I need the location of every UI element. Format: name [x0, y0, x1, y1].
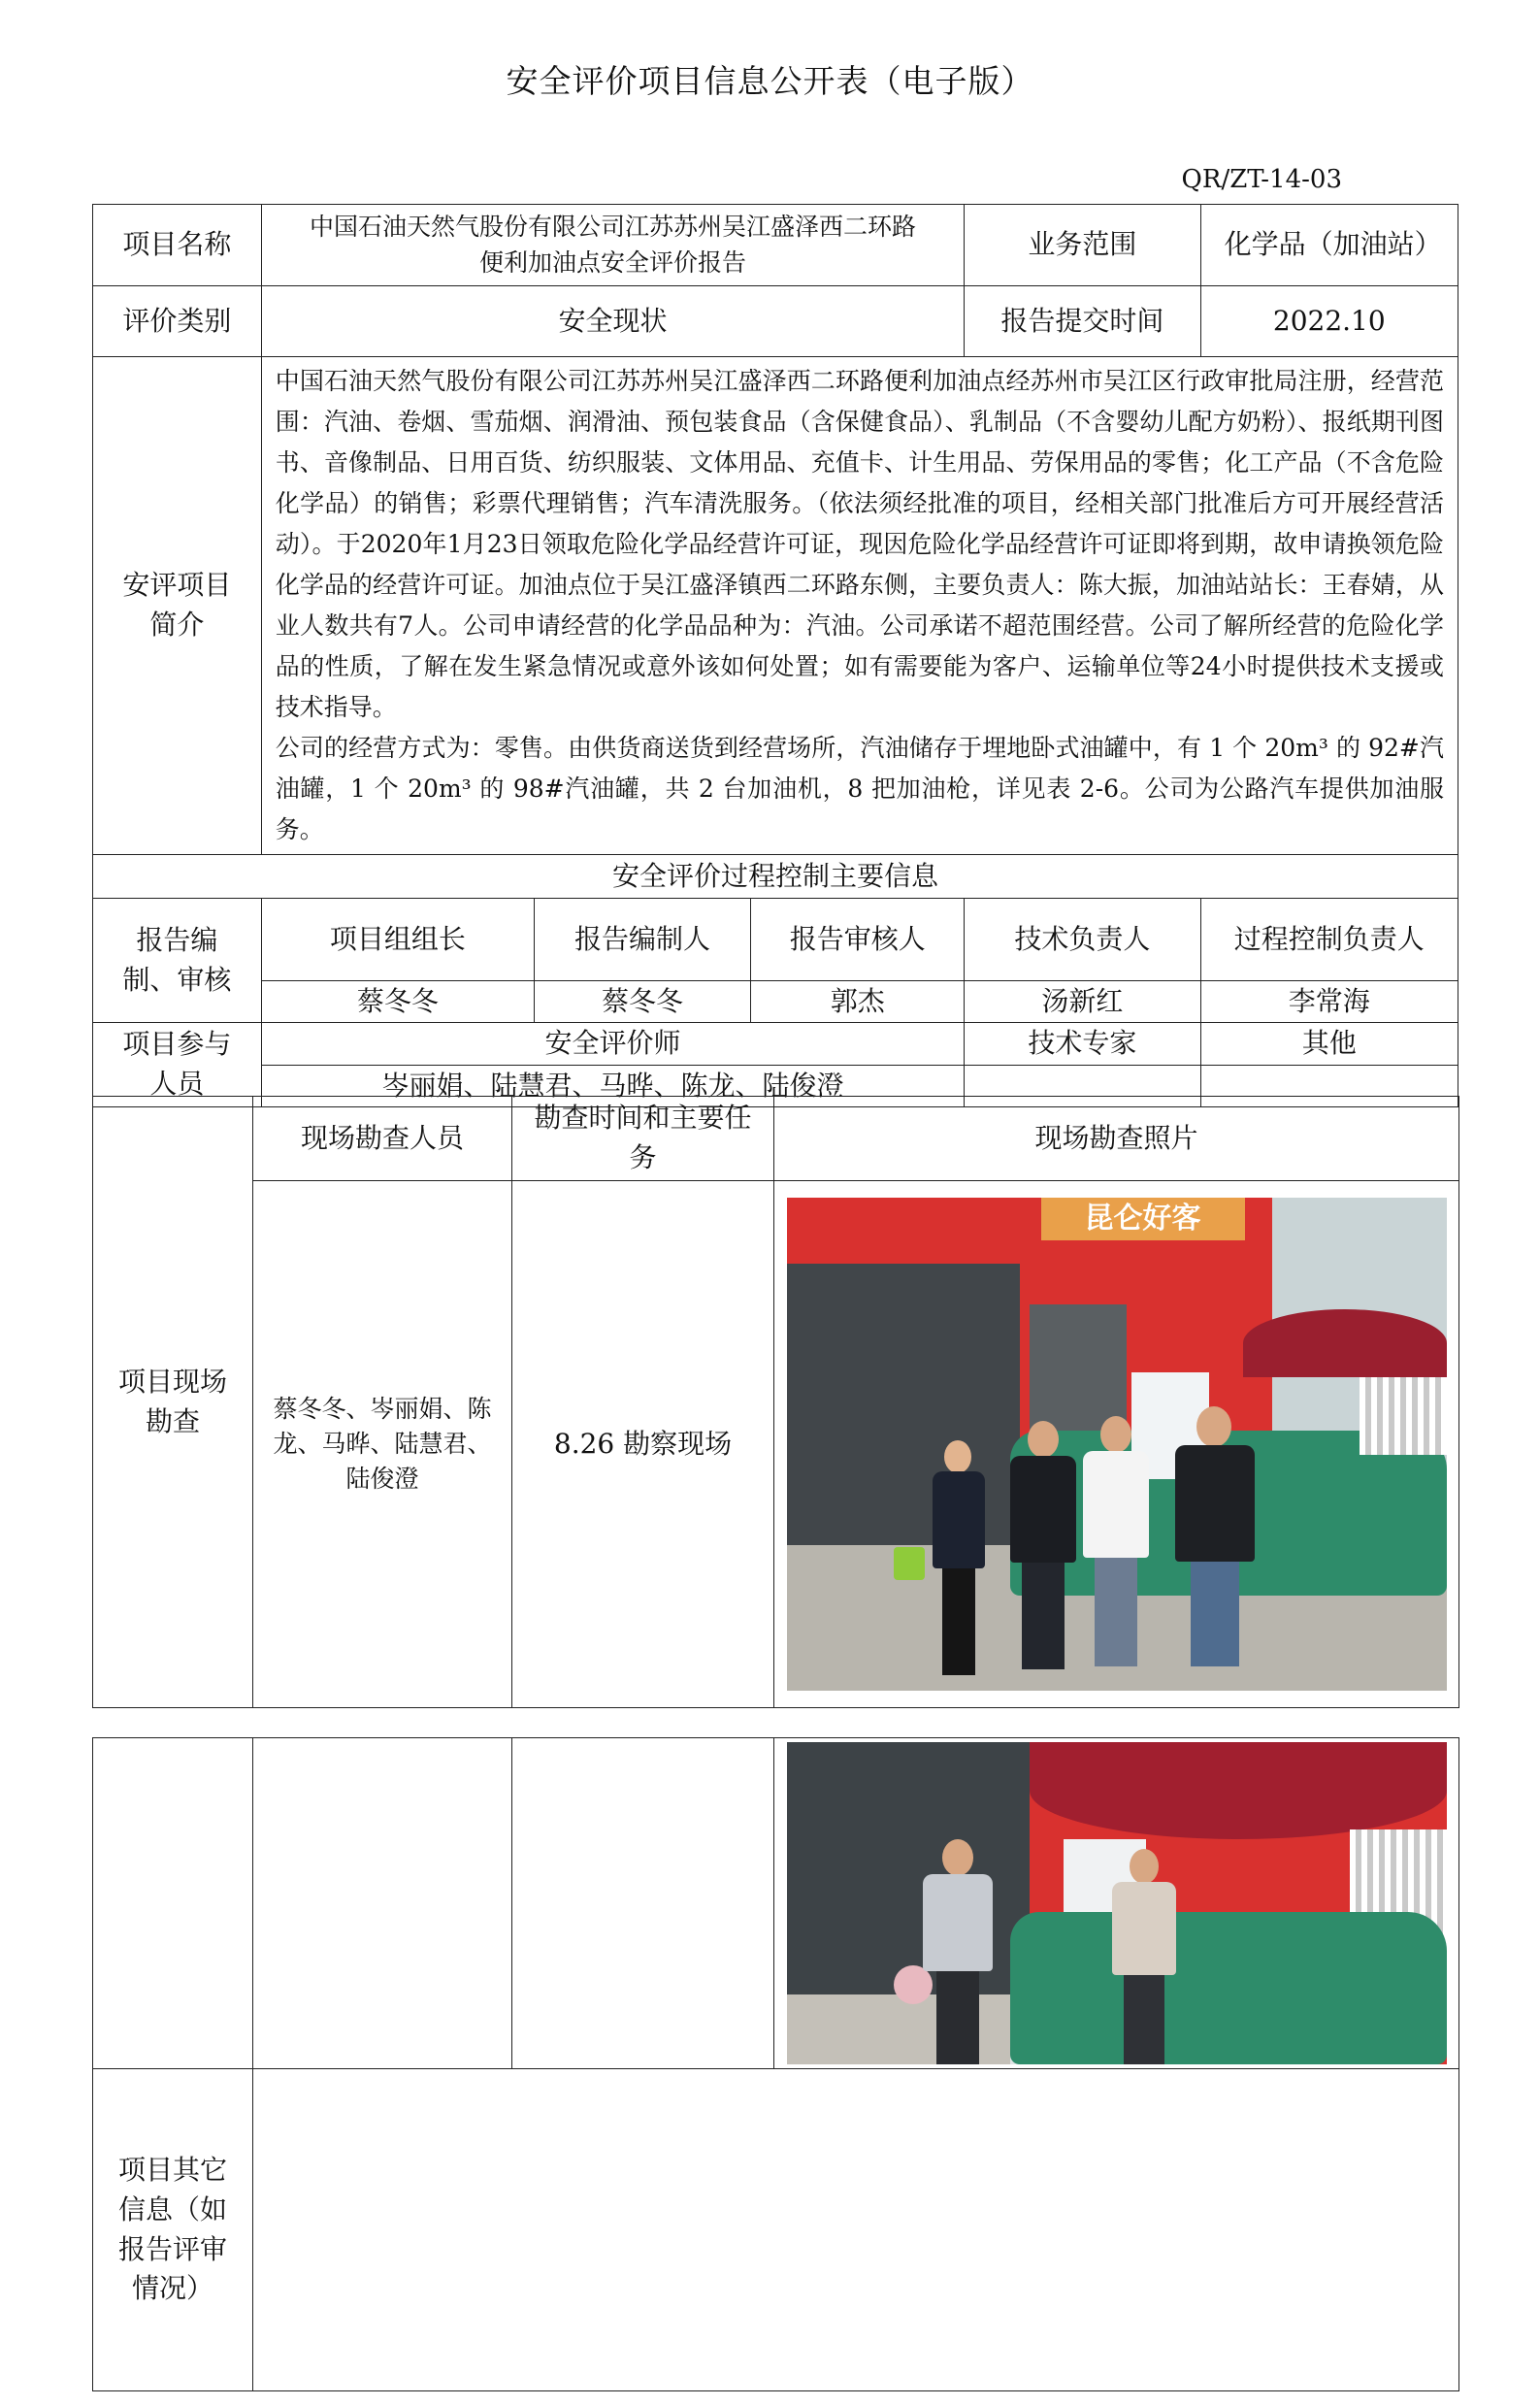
role-reviewer: 报告审核人 — [751, 899, 965, 981]
site-photo-2 — [787, 1742, 1447, 2064]
survey-label-continued — [93, 1738, 253, 2069]
survey-staff-continued — [253, 1738, 512, 2069]
role-compiler: 报告编制人 — [534, 899, 750, 981]
other-info-value — [253, 2069, 1459, 2391]
process-header: 安全评价过程控制主要信息 — [93, 855, 1458, 899]
intro-label: 安评项目简介 — [93, 357, 262, 855]
scope-label: 业务范围 — [965, 205, 1200, 286]
role-group-leader: 项目组组长 — [261, 899, 534, 981]
compile-label: 报告编制、审核 — [93, 899, 262, 1023]
name-process-control: 李常海 — [1200, 981, 1458, 1023]
survey-label: 项目现场勘查 — [93, 1097, 253, 1708]
survey-task-continued — [512, 1738, 774, 2069]
participants-label: 项目参与人员 — [93, 1023, 262, 1107]
document-number: QR/ZT-14-03 — [1181, 165, 1342, 194]
name-group-leader: 蔡冬冬 — [261, 981, 534, 1023]
intro-body — [261, 357, 1458, 855]
survey-staff: 蔡冬冬、岑丽娟、陈龙、马晔、陆慧君、陆俊澄 — [253, 1181, 512, 1708]
evaluator-names: 岑丽娟、陆慧君、马晔、陈龙、陆俊澄 — [261, 1066, 965, 1107]
project-name-label: 项目名称 — [93, 205, 262, 286]
role-tech-lead: 技术负责人 — [965, 899, 1200, 981]
other-info-label: 项目其它信息（如报告评审情况） — [93, 2069, 253, 2391]
page-title: 安全评价项目信息公开表（电子版） — [506, 62, 1034, 100]
survey-table-continued — [92, 1737, 1459, 2391]
name-tech-lead: 汤新红 — [965, 981, 1200, 1023]
info-table — [92, 204, 1458, 1107]
intro-paragraph-2: 公司的经营方式为：零售。由供货商送货到经营场所，汽油储存于埋地卧式油罐中，有 1 个 20m³ 的 92#汽油罐，1 个 20m³ 的 98#汽油罐，共 2 台加油机，8 把加油枪，详见表 2-6。公司为公路汽车提供加油服务。 — [275, 734, 1444, 843]
name-reviewer: 郭杰 — [751, 981, 965, 1023]
name-compiler: 蔡冬冬 — [534, 981, 750, 1023]
photo-cell-1 — [774, 1181, 1459, 1708]
evaluator-label: 安全评价师 — [261, 1023, 965, 1066]
other-label: 其他 — [1200, 1023, 1458, 1066]
role-process-control: 过程控制负责人 — [1200, 899, 1458, 981]
submit-label: 报告提交时间 — [965, 286, 1200, 357]
survey-task: 8.26 勘察现场 — [512, 1181, 774, 1708]
scope-value: 化学品（加油站） — [1200, 205, 1458, 286]
photo-cell-2 — [774, 1738, 1459, 2069]
site-photo-1 — [787, 1198, 1447, 1691]
expert-label: 技术专家 — [965, 1023, 1200, 1066]
type-value: 安全现状 — [261, 286, 965, 357]
submit-value: 2022.10 — [1200, 286, 1458, 357]
staff-header: 现场勘查人员 — [253, 1097, 512, 1181]
photo-header: 现场勘查照片 — [774, 1097, 1459, 1181]
project-name-value: 中国石油天然气股份有限公司江苏苏州吴江盛泽西二环路便利加油点安全评价报告 — [261, 205, 965, 286]
task-header: 勘查时间和主要任务 — [512, 1097, 774, 1181]
type-label: 评价类别 — [93, 286, 262, 357]
intro-paragraph-1: 中国石油天然气股份有限公司江苏苏州吴江盛泽西二环路便利加油点经苏州市吴江区行政审批局注册，经营范围：汽油、卷烟、雪茄烟、润滑油、预包装食品（含保健食品）、乳制品（不含婴幼儿配方奶粉）、报纸期刊图书、音像制品、日用百货、纺织服装、文体用品、充值卡、计生用品、劳保用品的零售；化工产品（不含危险化学品）的销售；彩票代理销售；汽车清洗服务。（依法须经批准的项目，经相关部门批准后方可开展经营活动）。于2020年1月23日领取危险化学品经营许可证，现因危险化学品经营许可证即将到期，故申请换领危险化学品的经营许可证。加油点位于吴江盛泽镇西二环路东侧，主要负责人：陈大振，加油站站长：王春婧，从业人数共有7人。公司申请经营的化学品品种为：汽油。公司承诺不超范围经营。公司了解所经营的危险化学品的性质，了解在发生紧急情况或意外该如何处置；如有需要能为客户、运输单位等24小时提供技术支援或技术指导。 — [275, 367, 1444, 721]
station-sign: 昆仑好客 — [1041, 1198, 1245, 1240]
survey-table — [92, 1096, 1459, 1708]
